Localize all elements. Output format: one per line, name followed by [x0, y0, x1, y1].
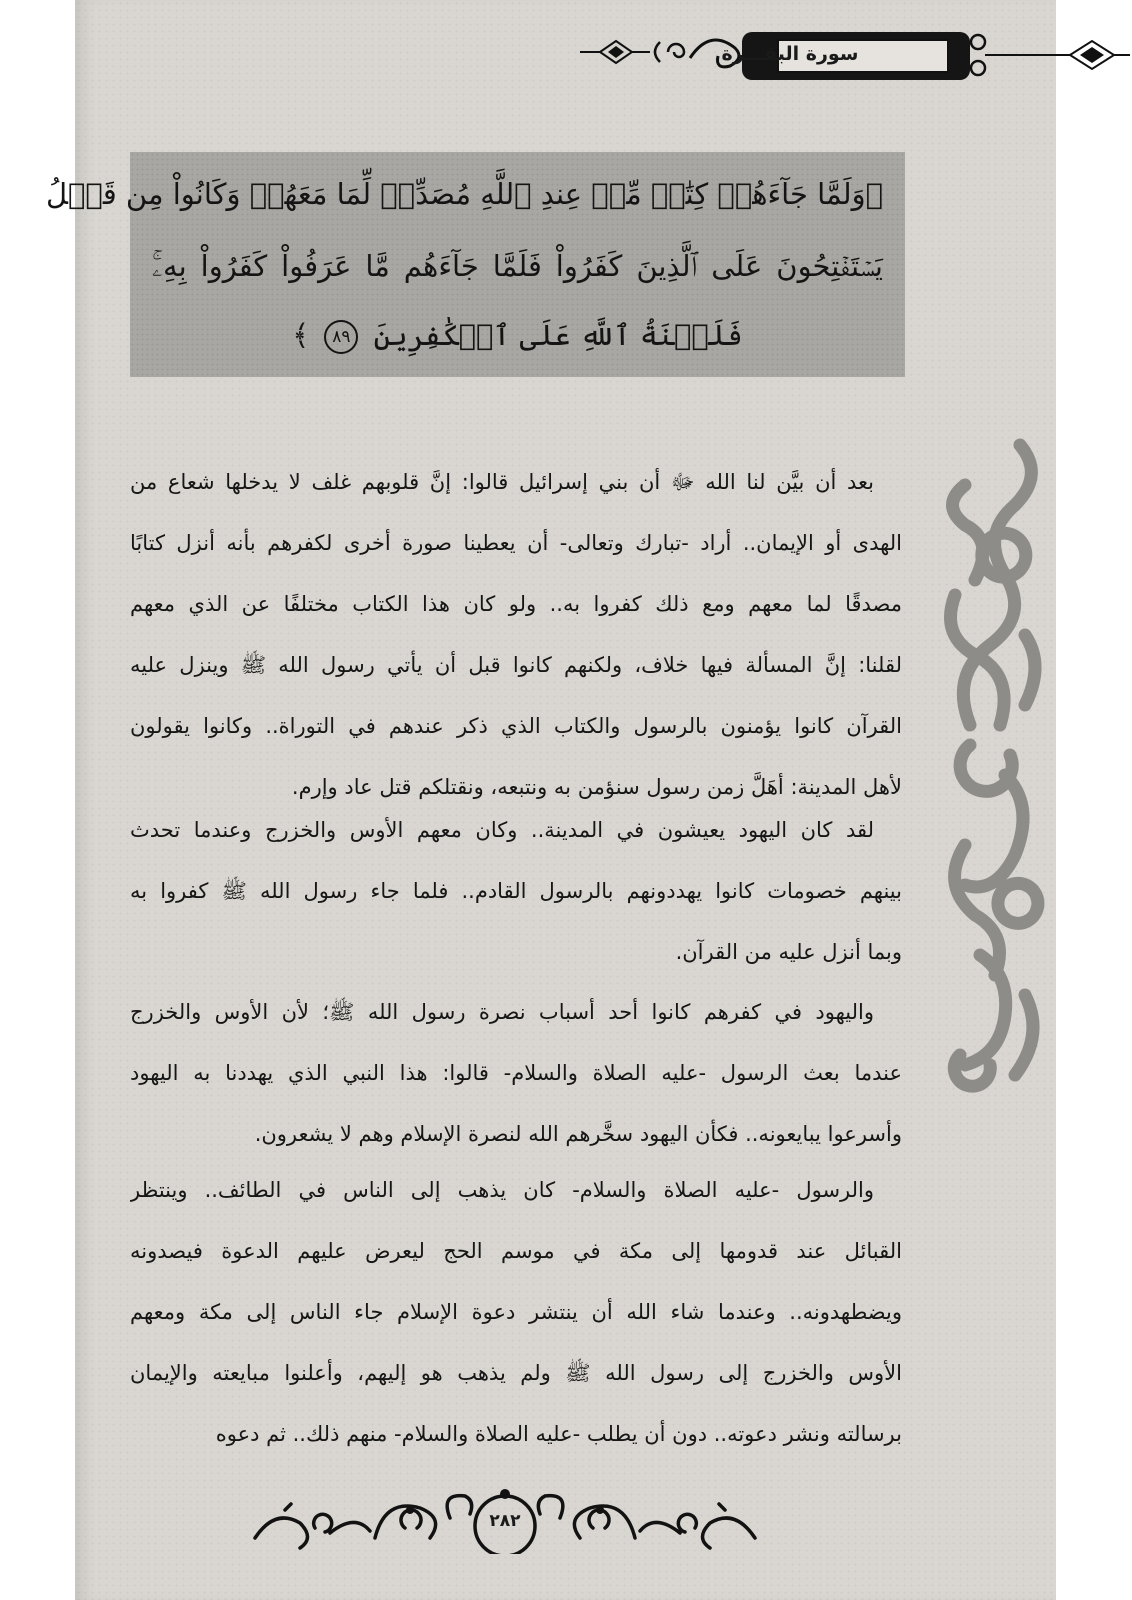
paragraph-line: القرآن كانوا يؤمنون بالرسول والكتاب الذي ذكر عندهم في التوراة.. وكانوا يقولون: [130, 714, 902, 738]
paragraph-line: لقد كان اليهود يعيشون في المدينة.. وكان معهم الأوس والخزرج وعندما تحدث: [130, 818, 874, 842]
footer-curl-right: [640, 1514, 696, 1533]
footer-swirl-left: [375, 1506, 436, 1538]
paragraph-line: وأسرعوا يبايعونه.. فكأن اليهود سخَّرهم الله لنصرة الإسلام وهم لا يشعرون.: [254, 1122, 902, 1146]
paragraph-3: [130, 982, 902, 1165]
diamond-left-fill-icon: [608, 46, 624, 58]
footer-curl-left: [314, 1514, 370, 1533]
footer-ear-left: [447, 1496, 472, 1518]
paragraph-line: مصدقًا لما معهم ومع ذلك كفروا به.. ولو كان هذا الكتاب مختلفًا عن الذي معهم: [130, 592, 902, 616]
paragraph-1: [130, 452, 902, 818]
paragraph-4: [130, 1160, 902, 1465]
paragraph-line: لأهل المدينة: أهَلَّ زمن رسول سنؤمن به ونتبعه، ونقتلكم قتل عاد وإرم.: [291, 775, 902, 799]
quran-verse-box: [46, 152, 905, 377]
paragraph-line: وبما أنزل عليه من القرآن.: [675, 940, 902, 964]
paragraph-2: [130, 800, 902, 983]
footer-ear-right: [538, 1496, 563, 1518]
verse-line-3: [130, 320, 905, 354]
footer-curl-right-outer: [703, 1504, 756, 1548]
diamond-right-fill-icon: [1080, 47, 1104, 63]
paragraph-line: الأوس والخزرج إلى رسول الله ﷺ ولم يذهب هو إليهم، وأعلنوا مبايعته والإيمان: [130, 1361, 902, 1385]
verse-closing-bracket: ﴾: [292, 318, 310, 352]
paragraph-line: واليهود في كفرهم كانوا أحد أسباب نصرة رسول الله ﷺ؛ لأن الأوس والخزرج: [130, 1000, 874, 1024]
verse-line-1: ﴿وَلَمَّا جَآءَهُمۡ كِتَٰبٞ مِّنۡ عِندِ ٱللَّهِ مُصَدِّقٞ لِّمَا مَعَهُمۡ وَكَانُواْ مِن قَبۡلُ: [46, 177, 883, 211]
book-page: [46, 0, 1056, 1600]
side-floral-ornament: [925, 415, 1055, 1120]
paragraph-line: ويضطهدونه.. وعندما شاء الله أن ينتشر دعوة الإسلام جاء الناس إلى مكة ومعهم: [130, 1300, 902, 1324]
verse-number-badge: ٨٩: [324, 320, 358, 354]
paragraph-line: برسالته ونشر دعوته.. دون أن يطلب -عليه الصلاة والسلام- منهم ذلك.. ثم دعوه: [215, 1422, 902, 1446]
paragraph-line: بينهم خصومات كانوا يهددونهم بالرسول القادم.. فلما جاء رسول الله ﷺ كفروا به: [130, 879, 902, 903]
paragraph-line: عندما بعث الرسول -عليه الصلاة والسلام- قالوا: هذا النبي الذي يهددنا به اليهود: [130, 1061, 902, 1085]
scroll-left-icon: [655, 42, 684, 62]
footer-swirl-right: [574, 1506, 635, 1538]
surah-title: سورة البقـــرة: [721, 43, 859, 65]
page-number: ٢٨٢: [489, 1511, 521, 1531]
verse-line-2: يَسۡتَفۡتِحُونَ عَلَى ٱلَّذِينَ كَفَرُواْ فَلَمَّا جَآءَهُم مَّا عَرَفُواْ كَفَرُواْ بِهِۦۚ: [152, 249, 883, 283]
verse-line-3-text: فَلَعۡنَةُ ٱللَّهِ عَلَى ٱلۡكَٰفِرِينَ: [373, 318, 743, 352]
footer-curl-left-outer: [255, 1504, 308, 1548]
paragraph-line: القبائل عند قدومها إلى مكة في موسم الحج ليعرض عليهم الدعوة فيصدونه: [130, 1239, 902, 1263]
paragraph-line: لقلنا: إنَّ المسألة فيها خلاف، ولكنهم كانوا قبل أن يأتي رسول الله ﷺ وينزل عليه: [130, 653, 902, 677]
paragraph-line: بعد أن بيَّن لنا الله ﷻ أن بني إسرائيل قالوا: إنَّ قلوبهم غلف لا يدخلها شعاع من: [130, 470, 874, 494]
paragraph-line: الهدى أو الإيمان.. أراد -تبارك وتعالى- أن يعطينا صورة أخرى لكفرهم بأنه أنزل كتابًا: [130, 531, 902, 555]
paragraph-line: والرسول -عليه الصلاة والسلام- كان يذهب إلى الناس في الطائف.. وينتظر: [130, 1178, 874, 1202]
